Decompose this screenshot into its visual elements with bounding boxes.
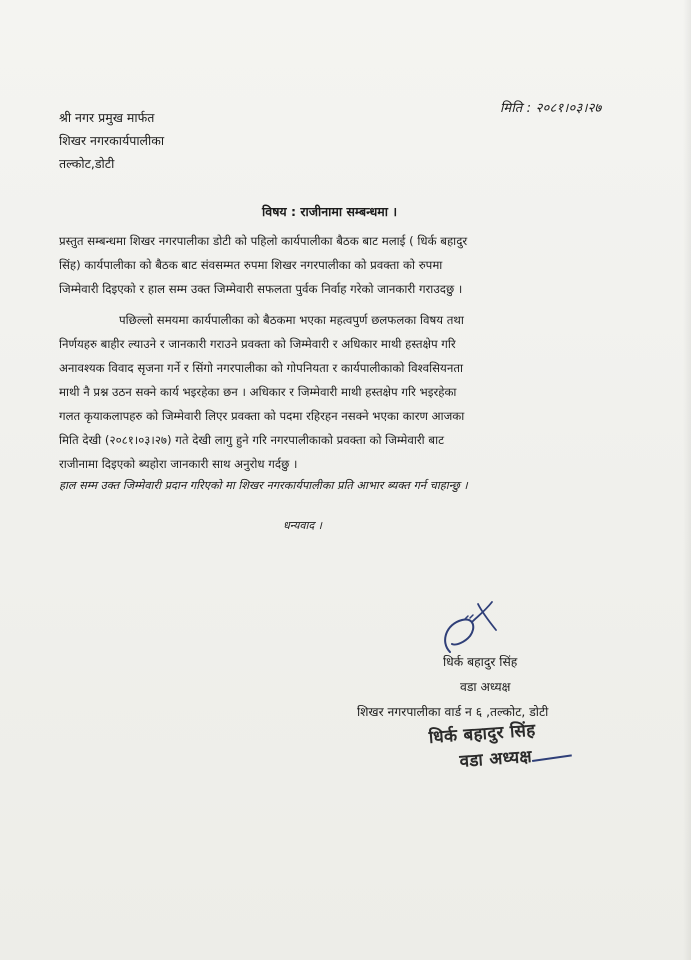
stamp-name: धिर्क बहादुर सिंह [428, 720, 537, 748]
paragraph-2-line-7: राजीनामा दिइएको ब्यहोरा जानकारी साथ अनुरोध गर्दछु । [59, 457, 298, 471]
stamp-role: वडा अध्यक्ष [458, 746, 533, 772]
paragraph-2-line-5: गलत कृयाकलापहरु को जिम्मेवारी लिएर प्रवक्ता को पदमा रहिरहन नसक्ने भएका कारण आजका [59, 409, 465, 423]
recipient-line-3: तल्कोट,डोटी [59, 156, 115, 171]
signer-role: वडा अध्यक्ष [460, 680, 511, 694]
paragraph-1-line-2: सिंह) कार्यपालीका को बैठक बाट संवसम्मत रुपमा शिखर नगरपालीका को प्रवक्ता को रुपमा [59, 258, 443, 272]
paragraph-2-line-6: मिति देखी (२०८१।०३।२७) गते देखी लागु हुने गरि नगरपालीकाको प्रवक्ता को जिम्मेवारी बाट [59, 433, 445, 447]
paragraph-1 [59, 229, 619, 301]
paragraph-2-line-3: अनावश्यक विवाद सृजना गर्ने र सिंगो नगरपालीका को गोपनियता र कार्यपालीकाको विश्वसियनता [59, 361, 464, 375]
letter-date: मिति : २०८१।०३।२७ [500, 101, 602, 116]
paragraph-1-line-3: जिम्मेवारी दिइएको र हाल सम्म उक्त जिम्मेवारी सफलता पुर्वक निर्वाह गरेको जानकारी गराउदछु । [59, 282, 463, 296]
signer-name: धिर्क बहादुर सिंह [443, 655, 518, 669]
subject-line: विषय : राजीनामा सम्बन्धमा । [262, 204, 398, 219]
official-stamp [428, 718, 538, 777]
paragraph-2-line-1: पछिल्लो समयमा कार्यपालीका को बैठकमा भएका महत्वपुर्ण छलफलका विषय तथा [119, 313, 464, 327]
stamp-underline [532, 754, 572, 762]
paragraph-2-line-2: निर्णयहरु बाहीर ल्याउने र जानकारी गराउने प्रवक्ता को जिम्मेवारी र अधिकार माथी हस्तक्षेप गरि [59, 337, 456, 351]
paragraph-3: हाल सम्म उक्त जिम्मेवारी प्रदान गरिएको मा शिखर नगरकार्यपालीका प्रति आभार ब्यक्त गर्न चाहान्छु । [59, 479, 468, 492]
signer-office: शिखर नगरपालीका वार्ड न ६ ,तल्कोट, डोटी [357, 705, 549, 719]
paragraph-1-line-1: प्रस्तुत सम्बन्धमा शिखर नगरपालीका डोटी को पहिलो कार्यपालीका बैठक बाट मलाई ( धिर्क बहादुर [59, 234, 468, 248]
recipient-line-1: श्री नगर प्रमुख मार्फत [59, 110, 155, 125]
paragraph-2 [59, 308, 619, 476]
paragraph-2-line-4: माथी नै प्रश्न उठन सक्ने कार्य भइरहेका छन । अधिकार र जिम्मेवारी माथी हस्तक्षेप गरि भइरहेका [59, 385, 457, 399]
recipient-line-2: शिखर नगरकार्यपालीका [59, 133, 165, 148]
closing-thanks: धन्यवाद । [283, 519, 322, 532]
recipient-block [59, 106, 164, 175]
paper-edge-shadow [683, 0, 691, 960]
